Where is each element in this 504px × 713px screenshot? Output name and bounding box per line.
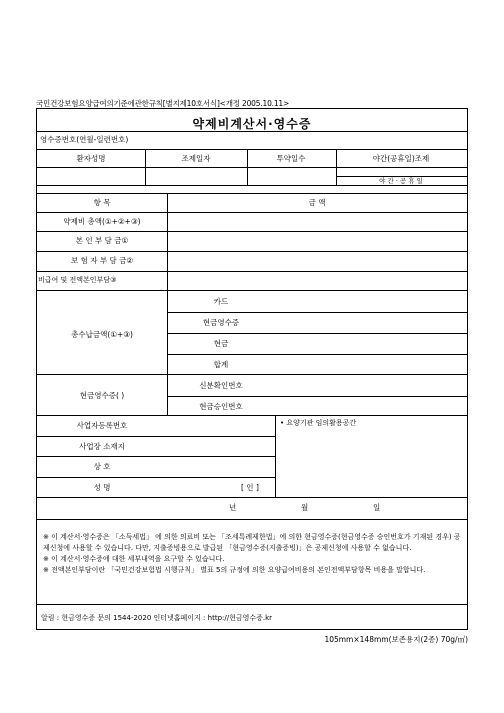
total-fee-label: 약제비 총액(①+②+③) — [63, 217, 141, 226]
note-item: ※ 이 계산서·영수증에 대한 세부내역을 요구할 수 있습니다. — [43, 555, 225, 563]
insurer-pay-label: 보 험 자 부 담 금② — [70, 256, 134, 265]
paper-spec: 105mm×148mm(보존용지(2종) 70g/㎡) — [324, 635, 468, 644]
form-title: 약제비계산서·영수증 — [192, 117, 312, 131]
total-paid-label: 총수납금액(①+③) — [71, 330, 133, 339]
note-item: ※ 전액본인부담이란 「국민건강보험법 시행규칙」 별표 5의 규정에 의한 요양급여비용의 본인전액부담항목 비용을 말합니다. — [43, 566, 426, 574]
non-covered-label: 비급여 및 전액본인부담③ — [38, 276, 117, 284]
inquiry-line: 알림 : 현금영수증 문의 1544-2020 인터넷홈페이지 : http://현금영수증.kr — [41, 614, 273, 622]
night-holiday-values: 야 간 · 공 휴 일 — [379, 177, 423, 185]
night-holiday-header: 야간(공휴일)조제 — [372, 154, 430, 163]
payment-cash-receipt-label: 현금영수증 — [202, 318, 240, 327]
representative-label: 성 명 — [93, 483, 111, 492]
notes-section — [43, 532, 463, 576]
business-name-label: 상 호 — [93, 462, 111, 471]
approval-number-label: 현금승인번호 — [199, 402, 243, 411]
receipt-number-label: 영수증번호(연월-일련번호) — [40, 135, 129, 144]
payment-total-label: 합계 — [213, 360, 229, 369]
dosing-days-header: 투약일수 — [276, 154, 306, 163]
note-item: ※ 이 계산서·영수증은 「소득세법」 에 의한 의료비 또는 「조세특례제한법」에 의한 현금영수증(현금영수증 승인번호가 기재된 경우) 공제신청에 사용할 수 있습니다. 다만, 지출증빙용으로 발급된 「현금영수증(지출증빙)」은 공제신청에 사용할 수 없습니다. — [43, 533, 461, 552]
seal-mark: [ 인 ] — [241, 483, 259, 492]
date-month-label: 월 — [301, 503, 309, 512]
date-day-label: 일 — [373, 503, 381, 512]
id-number-label: 신분확인번호 — [199, 381, 243, 390]
patient-name-header: 환자성명 — [76, 154, 106, 163]
business-reg-label: 사업자등록번호 — [76, 421, 128, 430]
self-pay-label: 본 인 부 담 금① — [75, 236, 129, 245]
amount-column-header: 금 액 — [308, 198, 326, 207]
dispense-date-header: 조제일자 — [181, 154, 211, 163]
payment-card-label: 카드 — [213, 297, 229, 306]
payment-cash-label: 현금 — [213, 339, 229, 348]
cash-receipt-label: 현금영수증( ) — [79, 391, 125, 400]
free-use-space-label: • 요양기관 임의활용공간 — [280, 419, 357, 427]
receipt-form — [36, 108, 468, 630]
item-column-header: 항 목 — [93, 198, 111, 207]
date-year-label: 년 — [229, 503, 237, 512]
form-reference-note: 국민건강보험요양급여의기준에관한규칙[별지제10호서식]<개정 2005.10.11> — [36, 99, 290, 108]
business-address-label: 사업장 소재지 — [79, 442, 125, 451]
